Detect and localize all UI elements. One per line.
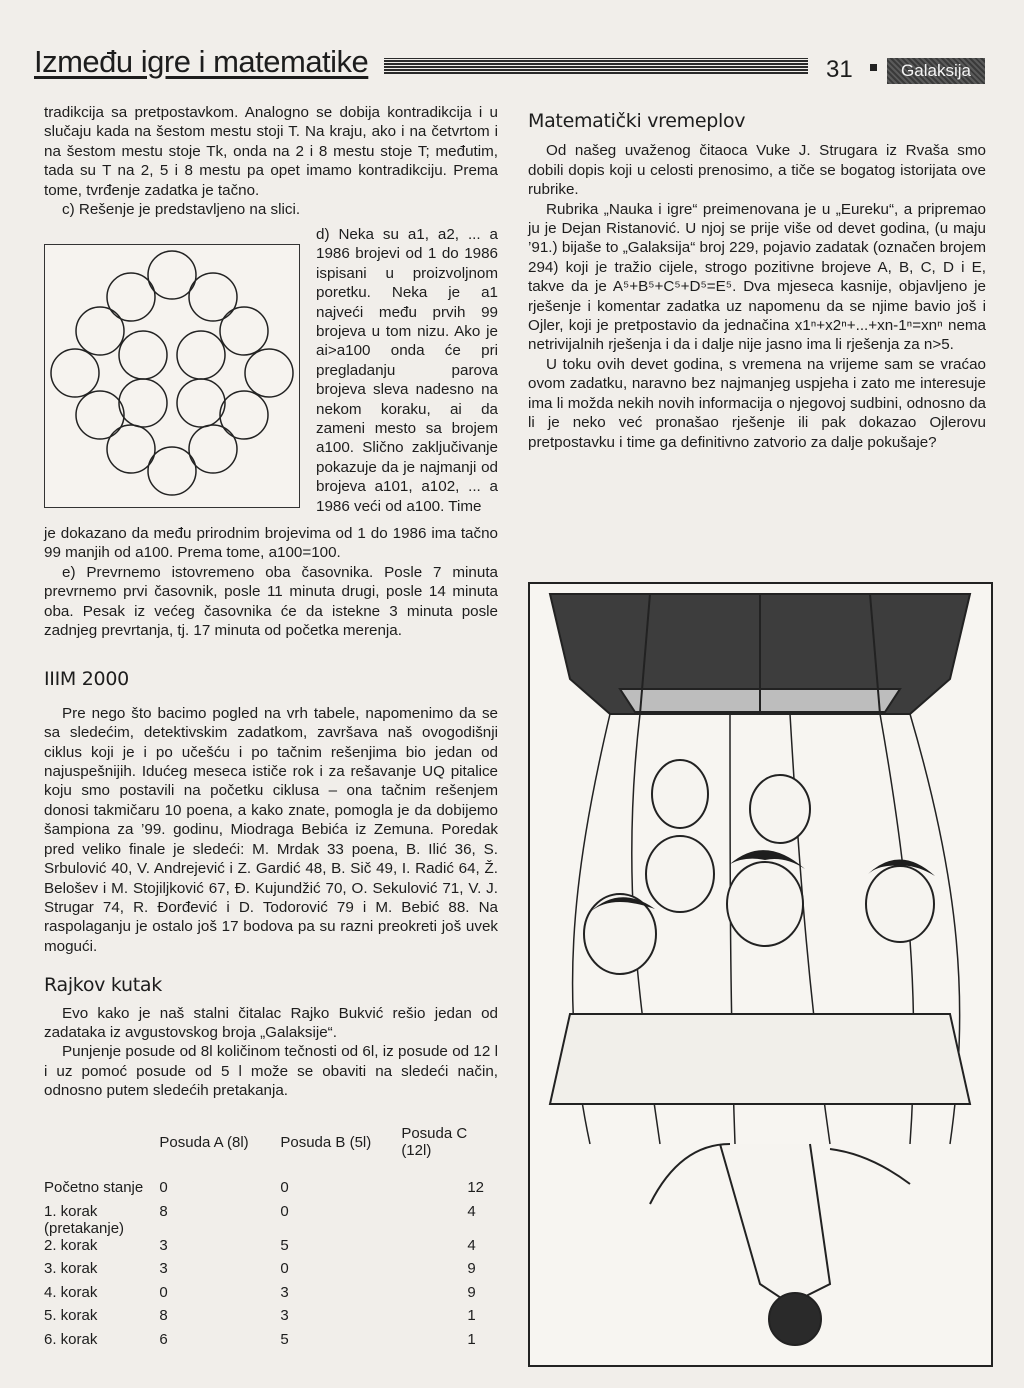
intro-paragraph: tradikcija sa pretpostavkom. Analogno se dobija kontradikcija i u slučaju kada na šestom mestu stoji T. Na kraju, ako i na četvrtom i na šestom mestu stoje Tk, onda na 2 i 8 mestu stoje T; međutim, tada su T na 2, 5 i 8 mestu pa opet imamo kontradikciju. Prema tome, tvrđenje zadatka je tačno.	[44, 104, 498, 199]
table-header-cell	[44, 1125, 159, 1179]
table-cell: 0	[280, 1260, 289, 1277]
vremeplov-paragraph-3: U toku ovih devet godina, s vremena na vrijeme sam se vraćao ovom zadatku, naravno bez najmanjeg uspjeha i zato me interesuje ima li možda nekih novih informacija o njegovoj sudbini, odnosno da li je neko već pronašao rješenje ili pak dokazao Ojlerovu pretpostavku i time ga definitivno zatvorio za dalje pokušaje?	[528, 355, 986, 451]
table-cell: 4. korak	[44, 1283, 98, 1301]
table-header-row	[44, 1125, 484, 1179]
table-cell: 3	[280, 1283, 289, 1301]
header-bullet	[870, 64, 877, 71]
table-cell: 0	[280, 1179, 289, 1196]
page-title: Između igre i matematike	[34, 44, 369, 79]
magazine-badge: Galaksija	[887, 58, 985, 84]
rajkov-paragraph-2: Punjenje posude od 8l količinom tečnosti od 6l, iz posude od 12 l i uz pomoć posude od 5 l može se obaviti na sledeći način, odnosno putem sledećih pretakanja.	[44, 1043, 498, 1100]
table-cell: 8	[159, 1307, 168, 1324]
table-row	[44, 1260, 484, 1284]
table-cell: 3	[159, 1236, 168, 1254]
table-cell: 4	[467, 1236, 476, 1254]
right-column	[528, 112, 986, 452]
vremeplov-paragraph-1: Od našeg uvaženog čitaoca Vuke J. Strugara iz Rvaša smo dobili dopis koji u celosti prenosimo, a tiče se bogatog istorijata ove rubrike.	[528, 142, 986, 199]
table-cell: 1	[467, 1307, 476, 1324]
table-header-cell: Posuda B (5l)	[280, 1133, 372, 1151]
left-lower	[44, 524, 498, 1101]
table-cell: 3	[159, 1260, 168, 1277]
header-rule	[384, 58, 808, 74]
table-row	[44, 1284, 484, 1308]
table-cell: 5	[280, 1330, 289, 1348]
table-cell: 12	[467, 1179, 484, 1196]
page-number: 31	[826, 56, 853, 83]
solution-d-end: je dokazano da među prirodnim brojevima od 1 do 1986 ima tačno 99 manjih od a100. Prema tome, a100=100.	[44, 525, 498, 562]
table-cell: 5	[280, 1236, 289, 1254]
circles-figure	[44, 244, 300, 508]
solution-d-wrapped: d) Neka su a1, a2, ... a 1986 brojevi od 1 do 1986 ispisani u proizvoljnom poretku. Neka je a1 najveći među prvih 99 brojeva u tom nizu. Ako je ai>a100 onda će pri pregladanju parova brojeva sleva nadesno na nekom koraku, ai da zameni mesto sa brojem a100. Slično zaključivanje pokazuje da je najmanji od brojeva a101, a102, ... a 1986 veći od a100. Time	[316, 226, 498, 515]
section-heading-vremeplov: Matematički vremeplov	[528, 110, 746, 132]
table-cell: 5. korak	[44, 1307, 98, 1324]
table-cell: 8	[159, 1202, 168, 1220]
table-row	[44, 1237, 484, 1261]
section-heading-rajkov: Rajkov kutak	[44, 974, 162, 997]
table-cell: 0	[159, 1283, 168, 1301]
table-cell: 3	[280, 1307, 289, 1324]
table-row	[44, 1331, 484, 1355]
table-cell: 6. korak	[44, 1330, 98, 1348]
table-header-cell: Posuda A (8l)	[159, 1133, 249, 1151]
circles-diagram	[45, 245, 299, 507]
table-cell: 4	[467, 1202, 476, 1220]
table-cell: 0	[159, 1179, 168, 1196]
table-cell: 9	[467, 1283, 476, 1301]
table-header-cell: Posuda C (12l)	[401, 1125, 468, 1159]
table-cell: 3. korak	[44, 1260, 98, 1277]
table-cell: 1. korak (pretakanje)	[44, 1202, 125, 1237]
rajkov-paragraph-1: Evo kako je naš stalni čitalac Rajko Bukvić rešio jedan od zadataka iz avgustovskog broja „Galaksije“.	[44, 1004, 498, 1041]
vremeplov-paragraph-2: Rubrika „Nauka i igre“ preimenovana je u „Eureku“, a pripremao ju je Dejan Ristanović. U njoj se prije više od devet godina, (u maju ’91.) bijaše to „Galaksija“ broj 229, pojavio zadatak (označen brojem 294) koji je tražio cijele, strogo pozitivne brojeve A, B, C, D i E, takve da je A⁵+B⁵+C⁵+D⁵=E⁵. Dva mjeseca kasnije, objavljeno je rješenje i komentar zadatka uz napomenu da se njime bavio još i Ojler, koji je pretpostavio da jednačina x1ⁿ+x2ⁿ+...+xn-1ⁿ=xnⁿ nema netrivijalnih rješenja i da i dalje nije jasno ima li rješenja za n>5.	[528, 200, 986, 354]
left-intro	[44, 103, 498, 219]
table-cell: Početno stanje	[44, 1179, 144, 1196]
table-cell: 6	[159, 1330, 168, 1348]
pouring-table	[44, 1125, 484, 1354]
table-row	[44, 1179, 484, 1203]
solution-c: c) Rešenje je predstavljeno na slici.	[62, 201, 301, 219]
table-cell: 0	[280, 1202, 289, 1220]
section-heading-iiim: IIIM 2000	[44, 668, 129, 691]
table-cell: 1	[467, 1330, 476, 1348]
solution-e: e) Prevrnemo istovremeno oba časovnika. Posle 7 minuta prevrnemo prvi časovnik, posle 11 minuta drugi, posle 14 minuta oba. Pesak iz većeg časovnika će da istekne 3 minuta posle zadnjeg prevrtanja, tj. 17 minuta od početka merenja.	[44, 563, 498, 640]
table-cell: 9	[467, 1260, 476, 1277]
table-row	[44, 1307, 484, 1331]
iiim-paragraph: Pre nego što bacimo pogled na vrh tabele, napomenimo da se sa sledećim, detektivskim zadatkom, završava naš ovogodišnji ciklus koji je i po učešću i po tačnim rešenjima bio jedan od najuspešnijih. Idućeg meseca ističe rok i za rešavanje UQ pitalice koju smo postavili na početku ciklusa – ona tačnim rešenjem donosi takmičaru 10 poena, a kako znate, pomogla je da dobijemo šampiona za ’99. godinu, Miodraga Bebića iz Zemuna. Poredak pred veliko finale je sledeći: M. Mrdak 33 poena, B. Ilić 36, S. Srbulović 40, V. Andrejević i Z. Gardić 48, B. Sič 49, I. Radić 64, Ž. Belošev i M. Stojiljković 67, Đ. Kujundžić 70, O. Sekulović 71, V. J. Strugar 74, R. Đorđević i D. Todorović 79 i M. Bebić 88. Na raspolaganju je ostalo još 17 bodova pa su razni preokreti još uvek mogući.	[44, 704, 498, 955]
table-cell: 2. korak	[44, 1236, 98, 1254]
balloon-cartoon-drawing	[530, 584, 991, 1365]
table-row	[44, 1203, 484, 1237]
balloon-cartoon-illustration	[528, 582, 993, 1367]
